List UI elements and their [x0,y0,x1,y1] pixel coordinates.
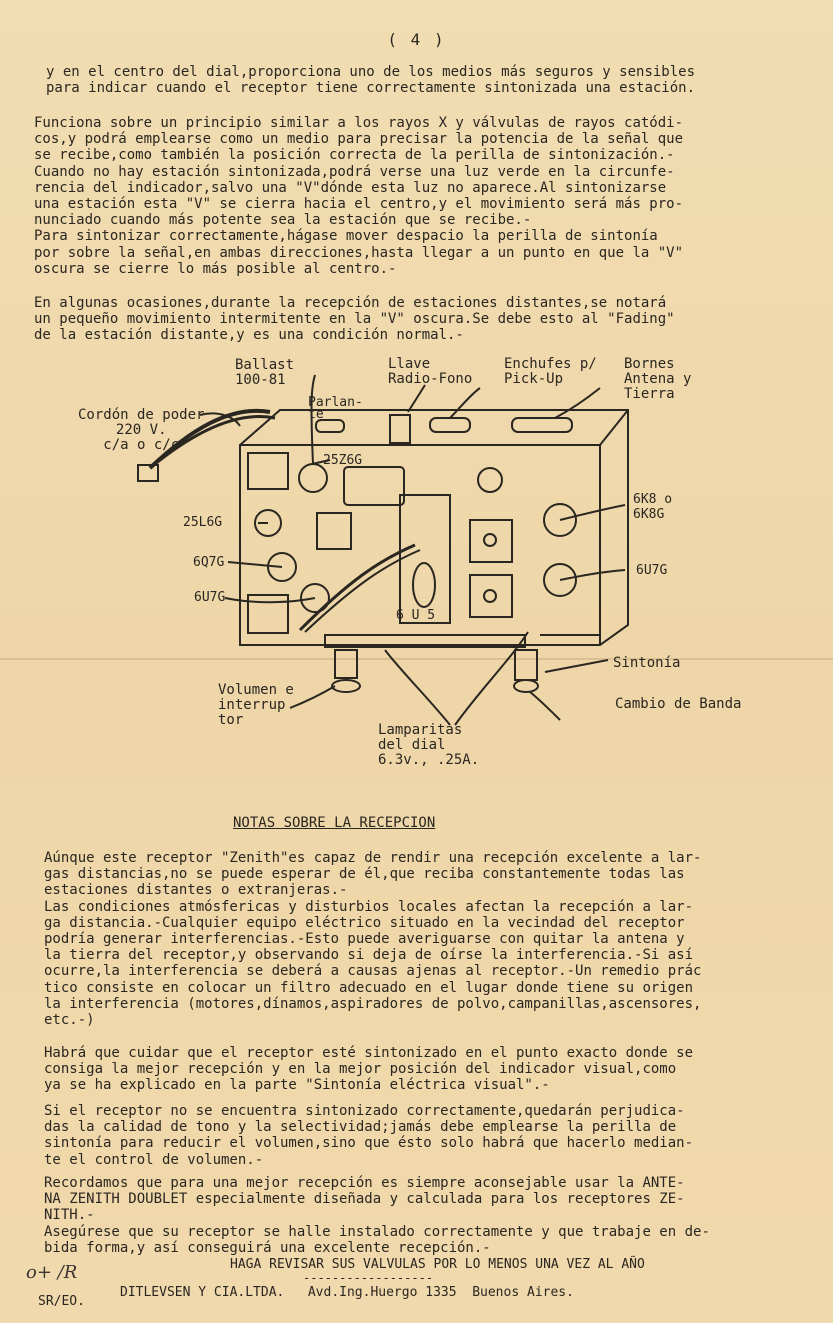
chassis-diagram [0,340,833,780]
label-bornes: Bornes Antena y Tierra [624,356,692,402]
paragraph-tuning-incorrect: Si el receptor no se encuentra sintonizado correctamente,quedarán perjudica- das la calidad de tono y la selectividad;jamás debe emplearse la perilla de sintonía para reducir el volumen,sino que ésto solo habrá que hacerlo median- te el control de volumen.- [44,1103,694,1168]
label-25l6g: 25L6G [183,515,223,530]
paragraph-tuning-exact: Habrá que cuidar que el receptor esté sintonizado en el punto exacto donde se consiga la mejor recepción y en la mejor posición del indicador visual,como ya se ha explicado en la parte "Sintonía eléctrica visual".- [44,1045,694,1094]
label-6q7g: 6Q7G [193,555,225,570]
label-6u7g-right: 6U7G [636,563,668,578]
paragraph-long-distance: Aúnque este receptor "Zenith"es capaz de rendir una recepción excelente a lar- gas distancias,no se puede esperar de él,que reciba constantemente todas las estaciones distantes o extranjeras.- Las condiciones atmósfericas y disturbios locales afectan la recepción a lar- ga distancia.-Cualquier equipo eléctrico situado en la vecindad del receptor podría generar interferencias.-Esto puede averiguarse con quitar la antena y la tierra del receptor,y observando si deja de oírse la interferencia.-Si así ocurre,la interferencia se deberá a causas ajenas al receptor.-Un remedio prác tico consiste en colocar un filtro adecuado en el lugar donde tiene su origen la interferencia (motores,dínamos,aspiradores de polvo,campanillas,ascensores, etc.-) [44,850,702,1029]
section-title-notas: NOTAS SOBRE LA RECEPCION [233,815,436,831]
label-parlante: Parlan- te [308,395,363,422]
paragraph-fading: En algunas ocasiones,durante la recepción de estaciones distantes,se notará un pequeño movimiento intermitente en la "V" oscura.Se debe esto al "Fading" de la estación distante,y es una condición normal.- [34,295,675,344]
label-cambio-banda: Cambio de Banda [615,696,742,712]
label-6k8: 6K8 o 6K8G [633,492,673,522]
label-6u7g-left: 6U7G [194,590,226,605]
label-25z6g: 25Z6G [323,453,363,468]
paragraph-antenna: Recordamos que para una mejor recepción es siempre aconsejable usar la ANTE- NA ZENITH DOUBLET especialmente diseñada y calculada para los receptores ZE- NITH.- Asegúrese que su receptor se halle instalado correctamente y que trabaje en de- bida forma,y así conseguirá una excelente recepción.- [44,1175,710,1256]
footer-initials: SR/EO. [38,1294,85,1309]
handwritten-mark: o+ ∕R [26,1262,78,1283]
footer-company: DITLEVSEN Y CIA.LTDA. Avd.Ing.Huergo 1335 Buenos Aires. [120,1285,574,1300]
label-volumen: Volumen e interrup tor [218,682,294,728]
label-ballast: Ballast 100-81 [235,357,295,388]
paragraph-indicator-intro: y en el centro del dial,proporciona uno de los medios más seguros y sensibles para indicar cuando el receptor tiene correctamente sintonizada una estación. [46,64,696,97]
page-number: ( 4 ) [387,30,446,49]
footer-notice: HAGA REVISAR SUS VALVULAS POR LO MENOS UNA VEZ AL AÑO [230,1257,645,1272]
chassis-drawing [0,340,833,780]
footer-dashes: ------------------ [303,1271,434,1285]
paragraph-indicator-principle: Funciona sobre un principio similar a los rayos X y válvulas de rayos catódi- cos,y podrá emplearse como un medio para precisar la potencia de la señal que se recibe,como también la posición correcta de la perilla de sintonización.- Cuando no hay estación sintonizada,podrá verse una luz verde en la circunfe- rencia del indicador,salvo una "V"dónde esta luz no aparece.Al sintonizarse una estación esta "V" se cierra hacia el centro,y el movimiento será más pro- nunciado cuando más potente sea la estación que se recibe.- Para sintonizar correctamente,hágase mover despacio la perilla de sintonía por sobre la señal,en ambas direcciones,hasta llegar a un punto en que la "V" oscura se cierre lo más posible al centro.- [34,115,684,277]
label-6u5: 6 U 5 [396,608,436,623]
label-llave: Llave Radio-Fono [388,356,473,387]
label-cordon: Cordón de poder 220 V. c/a o c/c [78,407,205,453]
label-enchufes: Enchufes p/ Pick-Up [504,356,597,387]
label-lamparitas: Lamparitas del dial 6.3v., .25A. [378,722,480,768]
label-sintonia: Sintonía [613,655,681,671]
